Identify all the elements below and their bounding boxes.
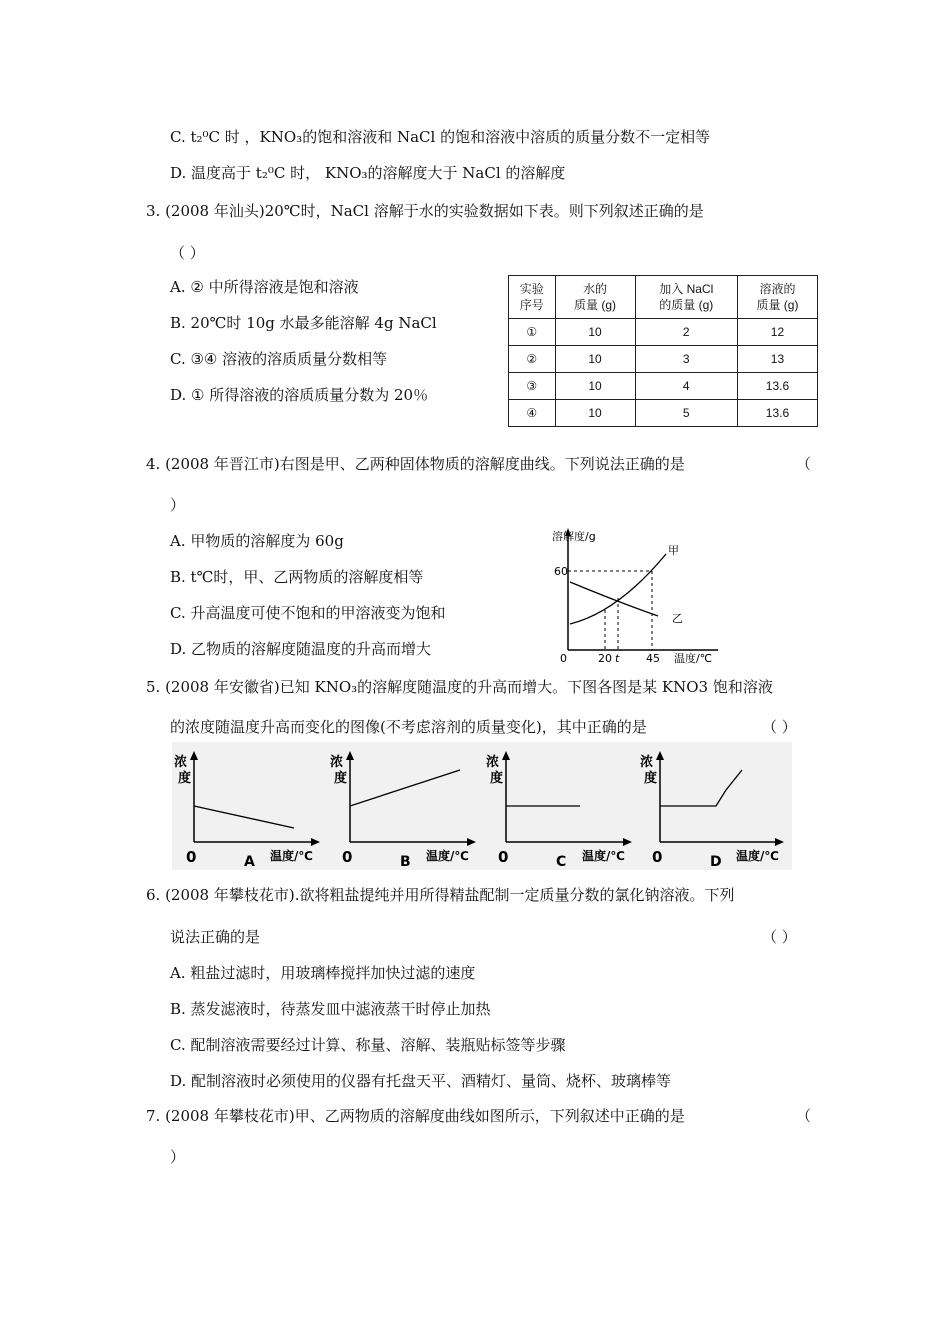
q3-stem: 3. (2008 年汕头)20℃时，NaCl 溶解于水的实验数据如下表。则下列叙述正确的是 [146, 202, 704, 220]
table-header: 溶液的 质量 (g) [737, 276, 817, 319]
tick-45: 45 [646, 652, 660, 665]
table-cell: 5 [635, 400, 737, 427]
graph-xlabel: 温度/℃ [426, 849, 469, 863]
q2-option-d: D. 温度高于 t₂⁰C 时， KNO₃的溶解度大于 NaCl 的溶解度 [170, 164, 566, 182]
tick-60: 60 [554, 565, 568, 578]
table-cell: 10 [555, 346, 635, 373]
ylabel-bottom: 度 [644, 771, 658, 786]
origin-label: 0 [560, 652, 567, 665]
ylabel-top: 浓 [640, 755, 654, 770]
graph-letter: A [244, 854, 255, 870]
table-row [509, 400, 818, 427]
series-line [350, 770, 460, 806]
table-cell: 13 [737, 346, 817, 373]
q3-option-c: C. ③④ 溶液的溶质质量分数相等 [170, 350, 388, 368]
graph-letter: B [400, 854, 411, 870]
origin-label: 0 [498, 848, 509, 866]
graph-letter: D [710, 854, 722, 870]
graph-xlabel: 温度/℃ [270, 849, 313, 863]
origin-label: 0 [342, 848, 353, 866]
table-cell: ③ [509, 373, 556, 400]
q5-answer-paren: （ ） [762, 718, 797, 736]
q7-paren-close: ） [170, 1148, 186, 1166]
table-cell: 10 [555, 400, 635, 427]
table-cell: ① [509, 319, 556, 346]
q5-stem: 5. (2008 年安徽省)已知 KNO₃的溶解度随温度的升高而增大。下图各图是某 KNO3 饱和溶液 [146, 678, 773, 696]
q4-option-b: B. t℃时，甲、乙两物质的溶解度相等 [170, 568, 424, 586]
table-header: 实验 序号 [509, 276, 556, 319]
graph-letter: C [556, 854, 567, 870]
q4-option-d: D. 乙物质的溶解度随温度的升高而增大 [170, 640, 432, 658]
ylabel-bottom: 度 [178, 771, 192, 786]
ylabel-bottom: 度 [334, 771, 348, 786]
q5-graphs-strip [172, 742, 792, 870]
table-row [509, 346, 818, 373]
table-row [509, 373, 818, 400]
graph-ylabel: 溶解度/g [552, 530, 596, 543]
q5-stem-line2: 的浓度随温度升高而变化的图像(不考虑溶剂的质量变化)，其中正确的是 [170, 718, 647, 736]
y-axis-arrow-icon [346, 751, 354, 760]
tick-t: t [615, 652, 620, 665]
x-axis-arrow-icon [623, 838, 632, 846]
tick-20: 20 [598, 652, 612, 665]
q7-paren-open: （ [796, 1107, 812, 1125]
q6-option-a: A. 粗盐过滤时，用玻璃棒搅拌加快过滤的速度 [170, 964, 476, 982]
x-axis-arrow-icon [311, 838, 320, 846]
y-axis-arrow-icon [656, 751, 664, 760]
table-header: 加入 NaCl 的质量 (g) [635, 276, 737, 319]
q3-answer-paren: （ ） [170, 244, 205, 262]
graph-b [328, 742, 483, 870]
q3-data-table [508, 275, 818, 427]
q6-option-d: D. 配制溶液时必须使用的仪器有托盘天平、酒精灯、量筒、烧杯、玻璃棒等 [170, 1072, 672, 1090]
q6-answer-paren: （ ） [762, 928, 797, 946]
q3-option-b: B. 20℃时 10g 水最多能溶解 4g NaCl [170, 314, 437, 332]
q6-stem: 6. (2008 年攀枝花市).欲将粗盐提纯并用所得精盐配制一定质量分数的氯化钠溶液。下列 [146, 886, 735, 904]
table-cell: 13.6 [737, 400, 817, 427]
table-cell: 12 [737, 319, 817, 346]
q4-paren-close: ） [170, 496, 186, 514]
graph-d [638, 742, 792, 870]
graph-xlabel: 温度/℃ [674, 652, 713, 665]
x-axis-arrow-icon [467, 838, 476, 846]
table-cell: 4 [635, 373, 737, 400]
table-header: 水的 质量 (g) [555, 276, 635, 319]
series-yi-label: 乙 [672, 612, 683, 625]
table-cell: 10 [555, 319, 635, 346]
q4-solubility-graph [548, 520, 728, 670]
table-row [509, 319, 818, 346]
graph-xlabel: 温度/℃ [582, 849, 625, 863]
series-jia-label: 甲 [668, 544, 679, 557]
table-cell: ② [509, 346, 556, 373]
q3-option-d: D. ① 所得溶液的溶质质量分数为 20％ [170, 386, 429, 404]
table-header-row [509, 276, 818, 319]
table-cell: ④ [509, 400, 556, 427]
y-axis-arrow-icon [502, 751, 510, 760]
q2-option-c: C. t₂⁰C 时 ，KNO₃的饱和溶液和 NaCl 的饱和溶液中溶质的质量分数不一定相等 [170, 128, 711, 146]
y-axis-arrow-icon [190, 751, 198, 760]
origin-label: 0 [652, 848, 663, 866]
q6-option-b: B. 蒸发滤液时，待蒸发皿中滤液蒸干时停止加热 [170, 1000, 491, 1018]
ylabel-top: 浓 [486, 755, 500, 770]
q7-stem: 7. (2008 年攀枝花市)甲、乙两物质的溶解度曲线如图所示，下列叙述中正确的是 [146, 1107, 685, 1125]
series-line [660, 770, 742, 806]
ylabel-top: 浓 [330, 755, 344, 770]
curve-yi [570, 582, 658, 616]
ylabel-top: 浓 [174, 755, 188, 770]
q4-paren-open: （ [796, 455, 812, 473]
table-cell: 10 [555, 373, 635, 400]
graph-c [484, 742, 639, 870]
q6-stem-line2: 说法正确的是 [170, 928, 261, 946]
table-cell: 2 [635, 319, 737, 346]
table-cell: 3 [635, 346, 737, 373]
q4-stem: 4. (2008 年晋江市)右图是甲、乙两种固体物质的溶解度曲线。下列说法正确的是 [146, 455, 685, 473]
origin-label: 0 [186, 848, 197, 866]
q4-option-a: A. 甲物质的溶解度为 60g [170, 532, 344, 550]
q4-option-c: C. 升高温度可使不饱和的甲溶液变为饱和 [170, 604, 446, 622]
x-axis-arrow-icon [775, 838, 784, 846]
table-cell: 13.6 [737, 373, 817, 400]
q6-option-c: C. 配制溶液需要经过计算、称量、溶解、装瓶贴标签等步骤 [170, 1036, 566, 1054]
ylabel-bottom: 度 [490, 771, 504, 786]
q3-option-a: A. ② 中所得溶液是饱和溶液 [170, 278, 359, 296]
series-line [194, 806, 294, 828]
graph-a [172, 742, 327, 870]
graph-xlabel: 温度/℃ [736, 849, 779, 863]
